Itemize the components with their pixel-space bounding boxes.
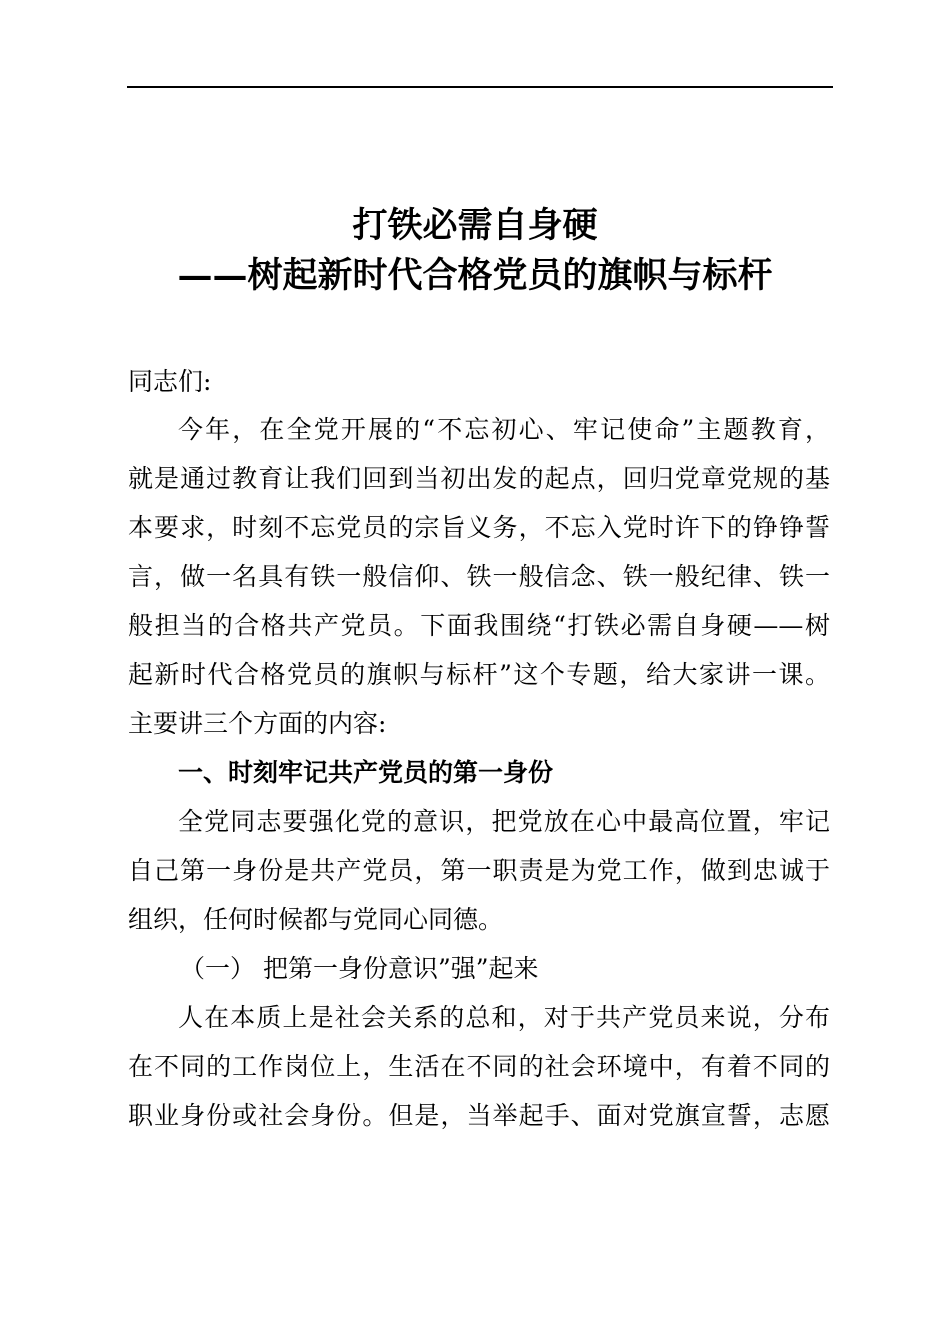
section-heading: 一、时刻牢记共产党员的第一身份 (178, 758, 554, 787)
document-title: 打铁必需自身硬 (352, 205, 598, 246)
subsection-heading: （一） 把第一身份意识”强”起来 (180, 954, 539, 983)
intro-line: 今年，在全党开展的“不忘初心、牢记使命”主题教育， (178, 415, 830, 444)
intro-line: 主要讲三个方面的内容: (128, 709, 387, 738)
salutation: 同志们: (128, 367, 212, 396)
intro-line: 起新时代合格党员的旗帜与标杆”这个专题，给大家讲一课。 (128, 660, 830, 689)
intro-line: 就是通过教育让我们回到当初出发的起点，回归党章党规的基 (128, 464, 830, 493)
document-subtitle: ——树起新时代合格党员的旗帜与标杆 (177, 255, 773, 296)
section-line: 组织，任何时候都与党同心同德。 (128, 905, 504, 934)
section-line: 全党同志要强化党的意识，把党放在心中最高位置，牢记 (178, 807, 830, 836)
intro-line: 言，做一名具有铁一般信仰、铁一般信念、铁一般纪律、铁一 (128, 562, 830, 591)
intro-line: 般担当的合格共产党员。下面我围绕“打铁必需自身硬——树 (128, 611, 830, 640)
section-line: 自己第一身份是共产党员，第一职责是为党工作，做到忠诚于 (128, 856, 830, 885)
header-rule (127, 86, 833, 88)
subsection-line: 在不同的工作岗位上，生活在不同的社会环境中，有着不同的 (128, 1052, 830, 1081)
subsection-line: 人在本质上是社会关系的总和，对于共产党员来说，分布 (178, 1003, 830, 1032)
intro-line: 本要求，时刻不忘党员的宗旨义务，不忘入党时许下的铮铮誓 (128, 513, 830, 542)
subsection-line: 职业身份或社会身份。但是，当举起手、面对党旗宣誓，志愿 (128, 1101, 830, 1130)
